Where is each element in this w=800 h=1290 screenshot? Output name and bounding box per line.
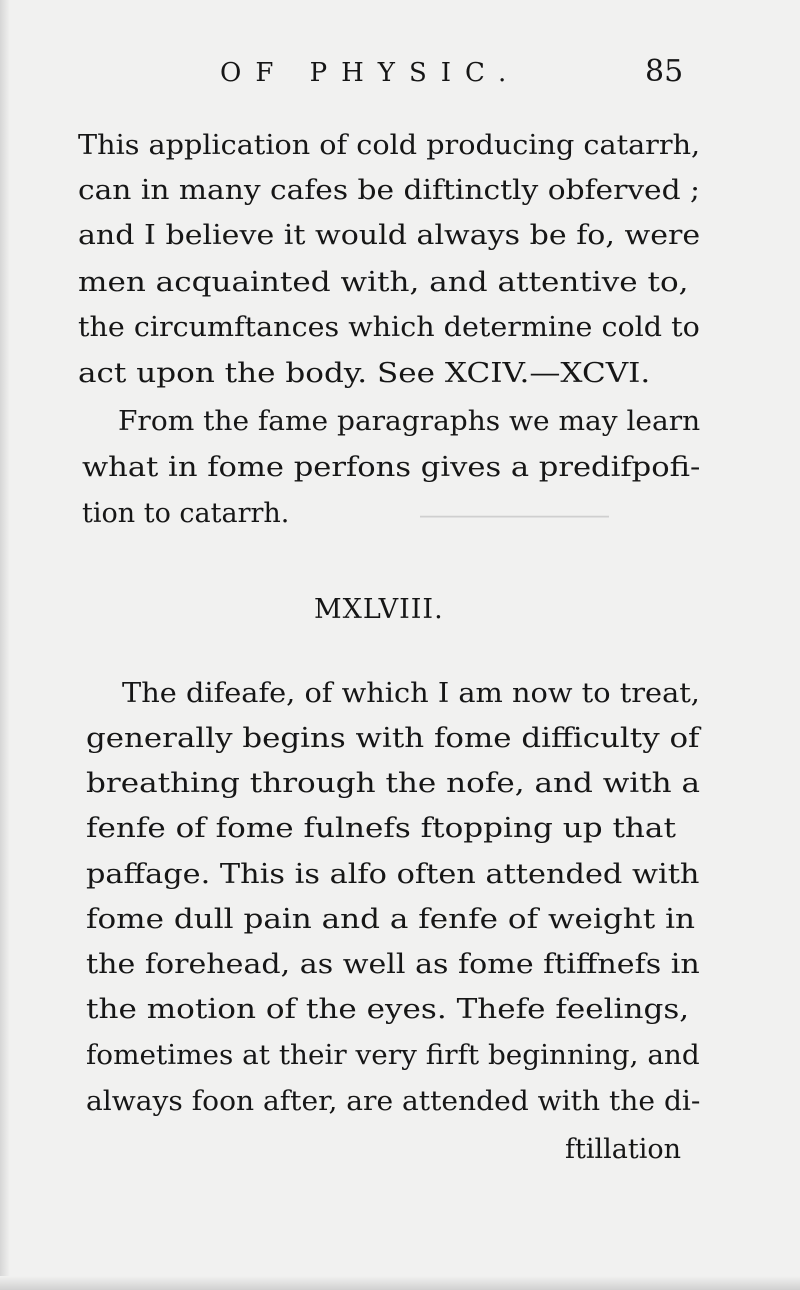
text-line: the forehead, as well as fome ftiffnefs in — [86, 949, 700, 980]
section-heading: MXLVIII. — [314, 594, 444, 625]
text-line: fenfe of fome fulnefs ftopping up that — [86, 813, 676, 844]
text-line: can in many cafes be diftinctly obferved ; — [78, 175, 701, 206]
catchword: ftillation — [565, 1134, 681, 1165]
text-line: From the fame paragraphs we may learn — [118, 406, 701, 437]
page-number: 85 — [645, 54, 684, 89]
text-line: tion to catarrh. — [82, 498, 290, 529]
text-line: paffage. This is alfo often attended with — [86, 859, 700, 890]
text-line: fome dull pain and a fenfe of weight in — [86, 904, 695, 935]
text-line: The difeafe, of which I am now to treat, — [122, 678, 700, 709]
text-line: fometimes at their very firft beginning, and — [86, 1040, 700, 1071]
text-line: always foon after, are attended with the di- — [86, 1086, 701, 1117]
text-line: men acquainted with, and attentive to, — [78, 267, 689, 298]
text-line: the motion of the eyes. Thefe feelings, — [86, 994, 690, 1025]
running-head: OF PHYSIC. — [220, 58, 521, 88]
page-bottom-shadow — [0, 1276, 800, 1290]
text-line: This application of cold producing catarrh, — [78, 130, 701, 161]
show-through-bleed: ――――――― — [420, 500, 609, 531]
text-line: generally begins with fome difficulty of — [86, 723, 700, 754]
text-line: and I believe it would always be fo, were — [78, 220, 701, 251]
text-line: what in fome perfons gives a predifpofi- — [82, 452, 701, 483]
text-line: breathing through the nofe, and with a — [86, 768, 701, 799]
text-line: act upon the body. See XCIV.—XCVI. — [78, 358, 651, 389]
text-line: the circumftances which determine cold to — [78, 312, 700, 343]
page-edge-shadow — [0, 0, 10, 1290]
